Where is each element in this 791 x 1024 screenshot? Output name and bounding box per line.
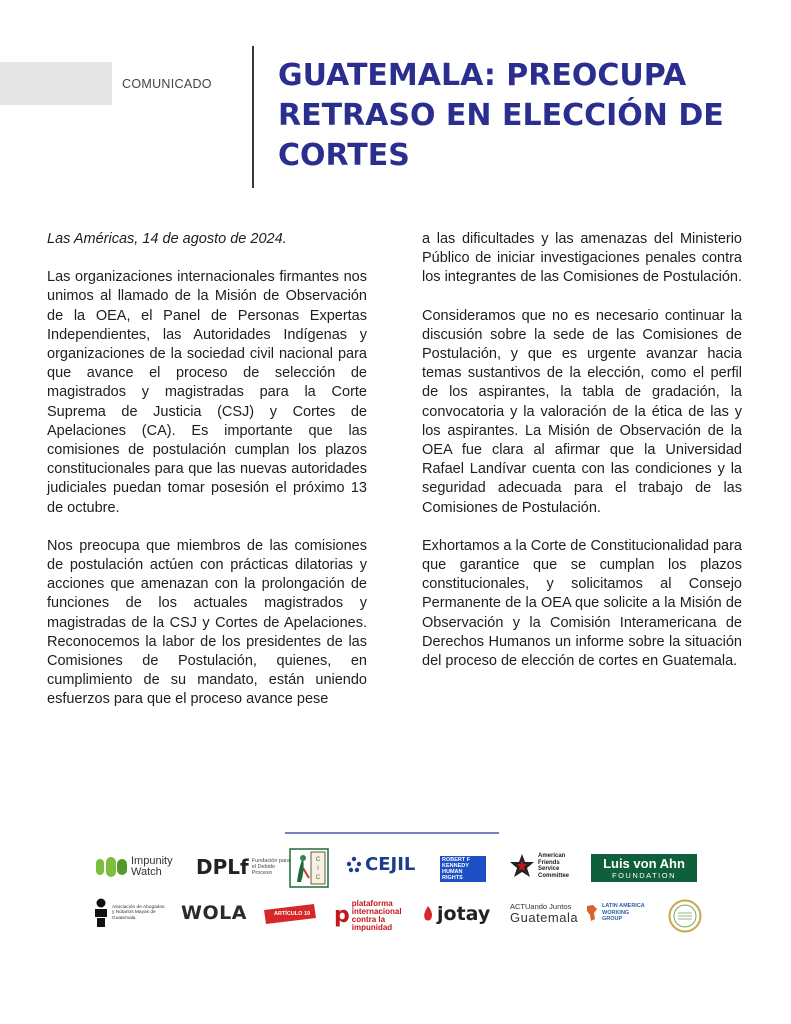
- lawg-logo: [585, 903, 646, 923]
- jotay-text: jotay: [437, 903, 491, 925]
- actuando-bottom: Guatemala: [510, 910, 579, 925]
- circular-seal-logo: [668, 899, 702, 933]
- header-gray-tab: [0, 62, 112, 105]
- jotay-flame-icon: [422, 905, 434, 923]
- circular-seal-icon: [668, 899, 702, 933]
- impunity-watch-text: Impunity Watch: [131, 855, 173, 878]
- lawg-text: LATIN AMERICA WORKING GROUP: [602, 903, 645, 922]
- lva-name: Luis von Ahn: [603, 855, 685, 871]
- actuando-juntos-logo: [510, 902, 578, 925]
- cejil-logo: [346, 854, 415, 875]
- abogados-mayas-logo: [93, 898, 166, 928]
- abogados-text: Asociación de Abogados y Notarios Mayas de Guatemala: [112, 904, 165, 921]
- jotay-logo: [422, 903, 490, 925]
- plataforma-text: plataforma internacional contra la impunidad: [351, 899, 402, 932]
- rfk-text: ROBERT F KENNEDY HUMAN RIGHTS: [442, 857, 471, 881]
- left-column: [47, 230, 367, 729]
- dplf-text: DPLf: [196, 855, 249, 879]
- dplf-subtext: Fundación para el Debido Proceso: [251, 858, 290, 876]
- articulo19-text: ARTÍCULO 19: [274, 911, 311, 917]
- right-column: [422, 230, 742, 690]
- afsc-star-icon: [509, 853, 535, 879]
- actuando-top: ACTUando Juntos: [510, 902, 572, 911]
- svg-text:C: C: [315, 875, 321, 881]
- abogados-figure-icon: [93, 898, 109, 928]
- page-title: GUATEMALA: PREOCUPA RETRASO EN ELECCIÓN DE CORTES: [278, 58, 724, 173]
- paragraph-3: a las dificultades y las amenazas del Ministerio Público de iniciar investigaciones penales contra los integrantes de las Comisiones de Postulación.: [422, 231, 742, 286]
- afsc-text: American Friends Service Committee: [538, 853, 570, 879]
- emblem-logo: [289, 848, 329, 888]
- cejil-dots-icon: [346, 856, 362, 874]
- logo-separator: [285, 832, 499, 834]
- rfk-logo: [440, 856, 486, 882]
- document-label: COMUNICADO: [122, 77, 212, 91]
- dplf-logo: [196, 855, 292, 879]
- plataforma-icon: p: [334, 903, 350, 928]
- impunity-watch-icon: [96, 856, 128, 878]
- date-line: Las Américas, 14 de agosto de 2024.: [47, 231, 287, 247]
- plataforma-logo: [334, 900, 420, 932]
- cejil-text: CEJIL: [365, 854, 416, 875]
- paragraph-2: Nos preocupa que miembros de las comisiones de postulación actúen con prácticas dilatorias y acciones que amenazan con la prolongación de funciones de los actuales magistrados y magistradas de la CSJ y Cortes de Apelaciones. Reconocemos la labor de los presidentes de las Comisiones de Postulación, quienes, en cumplimiento de su mandato, están uniendo esfuerzos para que el proceso avance pese: [47, 537, 367, 708]
- paragraph-1: Las organizaciones internacionales firmantes nos unimos al llamado de la Misión de Observación de la OEA, el Panel de Personas Expertas Independientes, las Autoridades Indígenas y organizaciones de la sociedad civil nacional para que avance el proceso de selección de magistrados y magistradas para la Corte Suprema de Justicia (CSJ) y Cortes de Apelaciones (CA). Es importante que las comisiones de postulación cumplan los plazos constitucionales para que las nuevas autoridades judiciales puedan tomar posesión el próximo 13 de octubre.: [47, 269, 367, 516]
- paragraph-4: Consideramos que no es necesario continuar la discusión sobre la sede de las Comisiones de Postulación, y que es urgente avanzar hacia temas sustantivos de la elección, como el perfil de los aspirantes, la tabla de gradación, la convocatoria y la valoración de la ética de las y los aspirantes. La Misión de Observación de la OEA fue clara al afirmar que la Universidad Rafael Landívar cuenta con las condiciones y la seguridad adecuada para el trabajo de las Comisiones de Postulación.: [422, 307, 742, 516]
- wola-text: WOLA: [181, 902, 247, 924]
- svg-text:I: I: [317, 866, 319, 872]
- wola-logo: [181, 902, 247, 924]
- afsc-logo: [509, 853, 574, 879]
- svg-text:C: C: [315, 857, 321, 863]
- paragraph-5: Exhortamos a la Corte de Constitucionalidad para que garantice que se cumplan los plazos constitucionales, y solicitamos al Consejo Permanente de la OEA que solicite a la Misión de Observación y la Comisión Interamericana de Derechos Humanos un informe sobre la situación del proceso de elección de cortes en Guatemala.: [422, 537, 742, 670]
- quetzal-emblem-icon: [289, 848, 329, 888]
- lawg-map-icon: [585, 904, 599, 922]
- articulo19-logo: [264, 904, 316, 924]
- impunity-watch-logo: [96, 856, 173, 878]
- lva-sub: FOUNDATION: [611, 870, 677, 880]
- header-divider: [252, 46, 254, 188]
- luis-von-ahn-logo: [591, 854, 697, 882]
